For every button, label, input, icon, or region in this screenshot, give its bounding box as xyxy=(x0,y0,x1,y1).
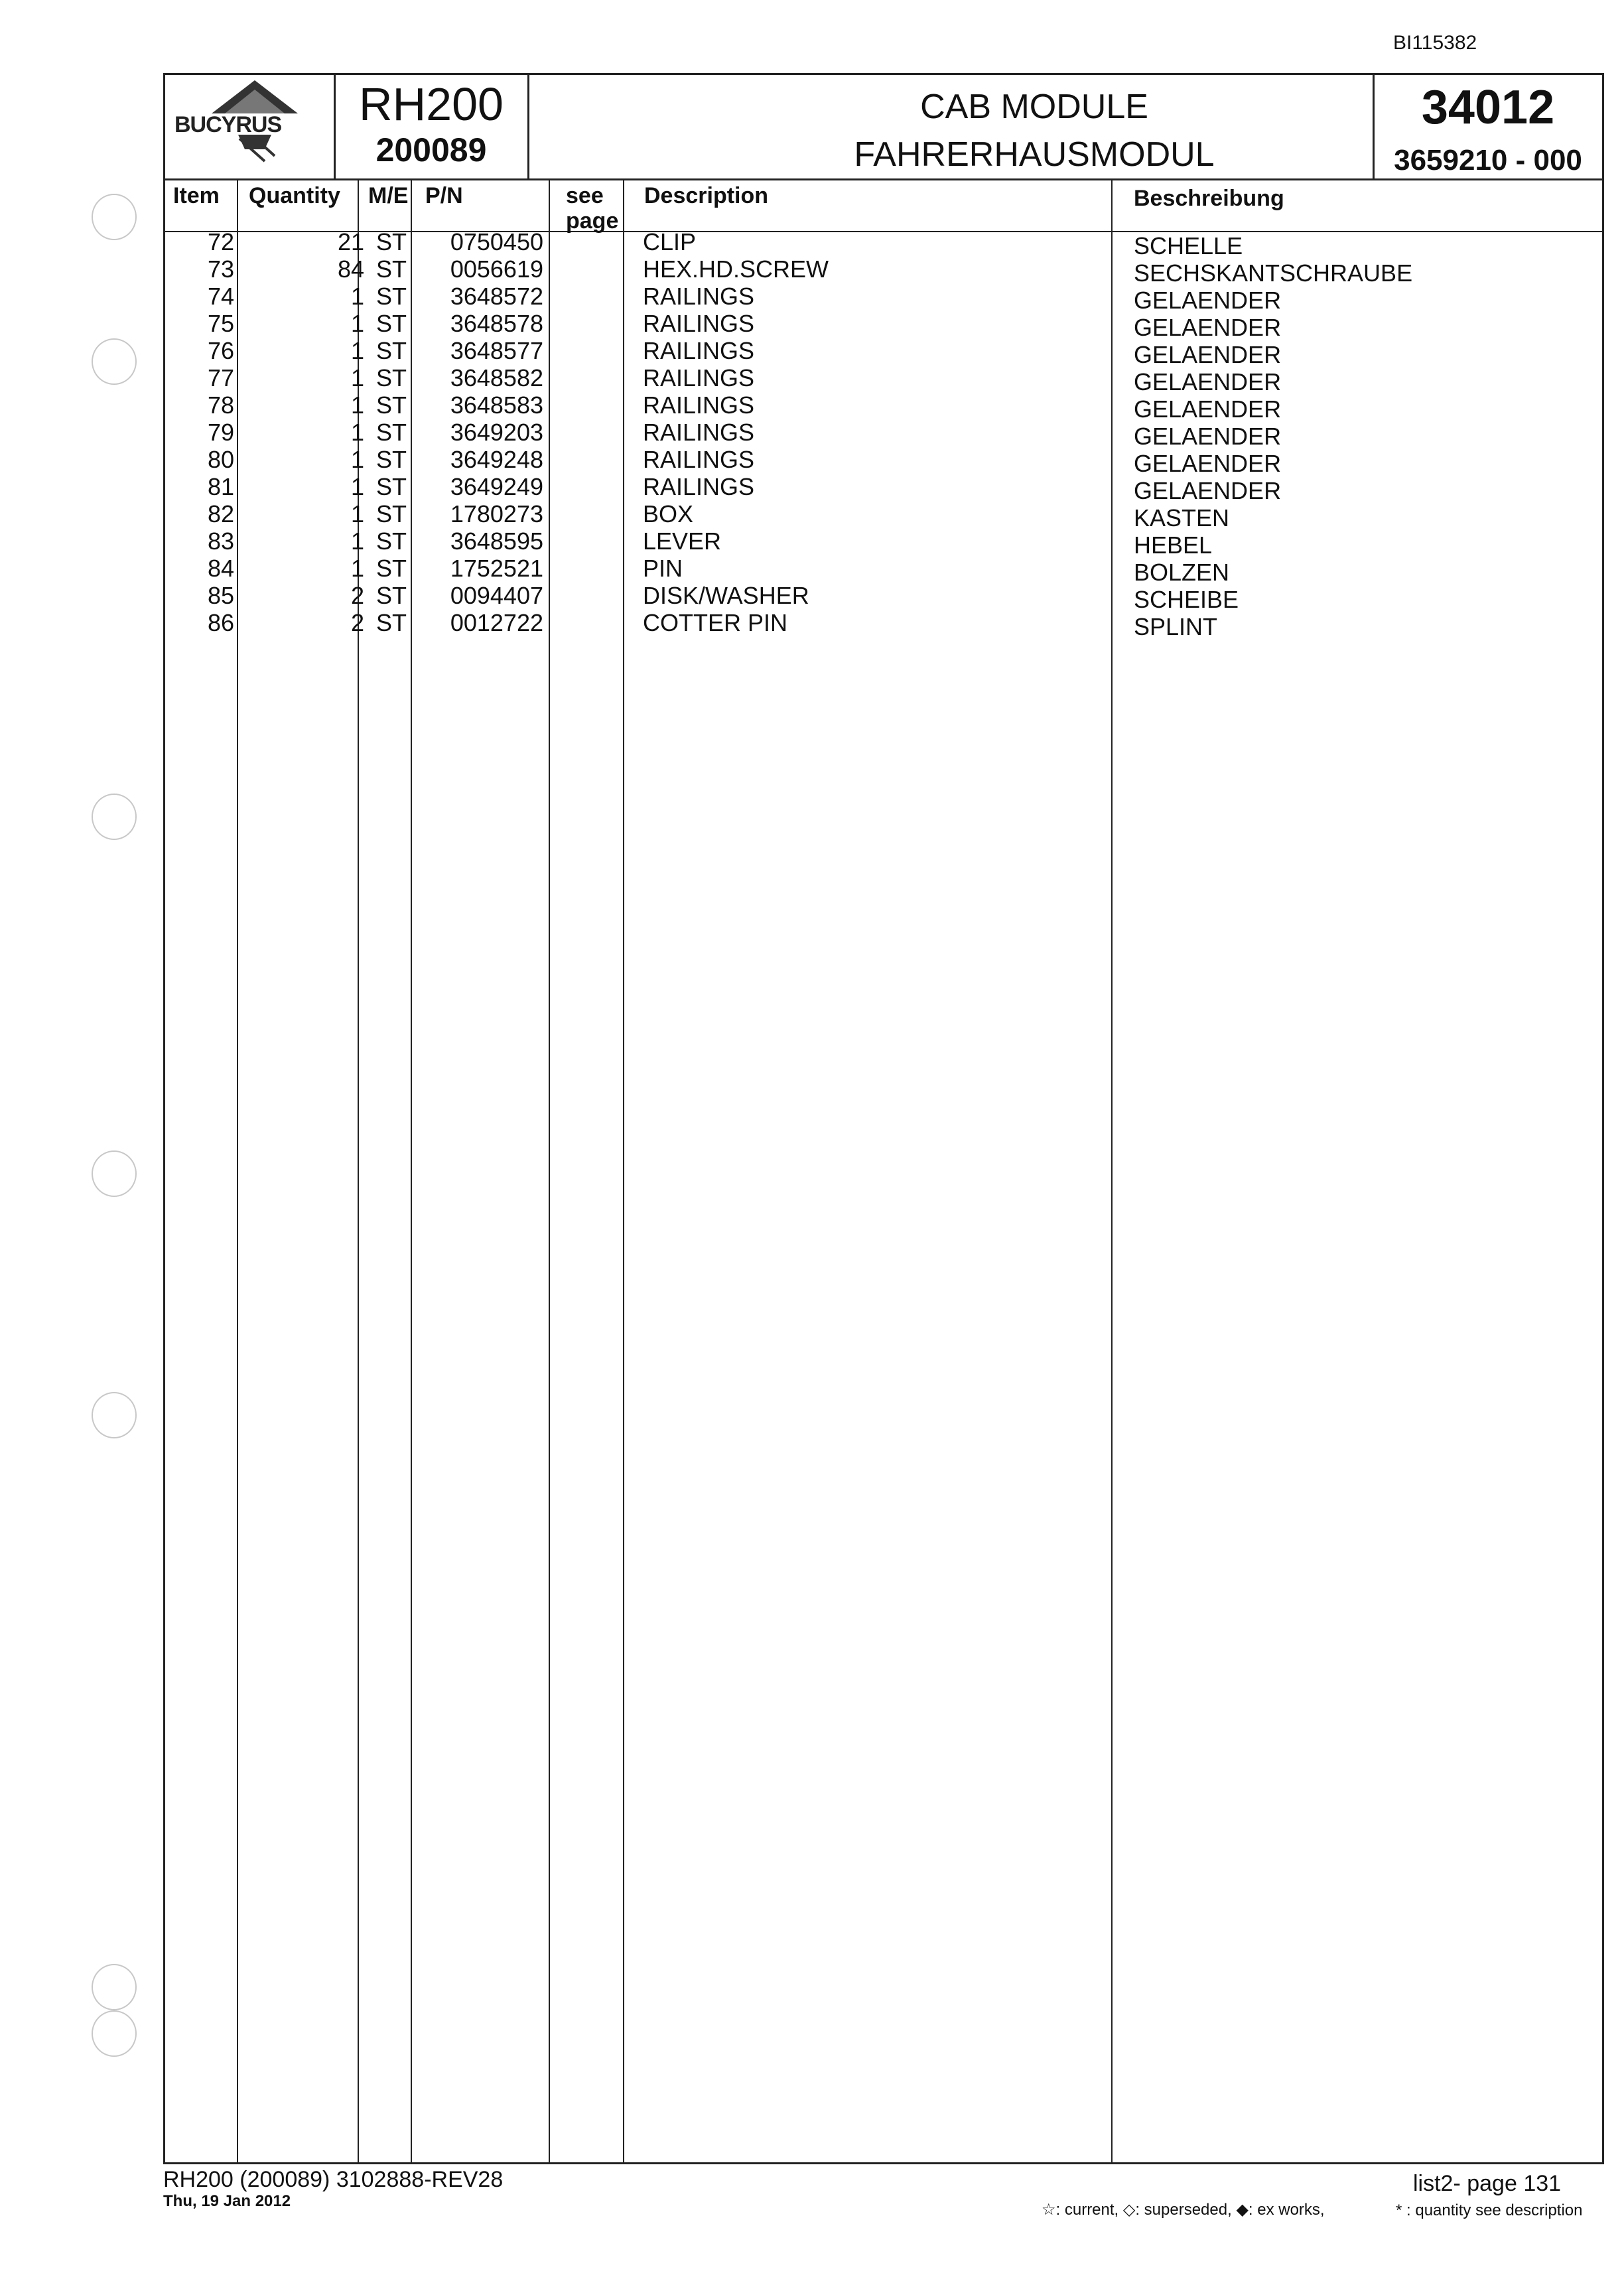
description: RAILINGS xyxy=(643,473,755,500)
part-number: 3648582 xyxy=(450,364,543,391)
parts-table xyxy=(163,180,1604,2164)
unit: ST xyxy=(376,473,407,500)
table-row xyxy=(165,283,1602,314)
table-row xyxy=(165,364,1602,395)
unit: ST xyxy=(376,310,407,337)
unit: ST xyxy=(376,391,407,419)
description: DISK/WASHER xyxy=(643,582,809,609)
document-id: BI115382 xyxy=(1393,32,1477,54)
assembly-part-number: 3659210 - 000 xyxy=(1394,144,1582,176)
table-row xyxy=(165,419,1602,450)
group-number: 34012 xyxy=(1421,81,1555,134)
table-row xyxy=(165,582,1602,613)
quantity: 1 xyxy=(350,310,364,337)
column-header-description: Description xyxy=(644,183,769,208)
logo-text: BUCYRUS xyxy=(174,112,282,137)
description: RAILINGS xyxy=(643,446,755,473)
item-number: 72 xyxy=(207,228,234,255)
table-row xyxy=(165,446,1602,477)
unit: ST xyxy=(376,609,407,636)
column-header-quantity: Quantity xyxy=(249,183,340,208)
unit: ST xyxy=(376,446,407,473)
part-number: 0750450 xyxy=(450,228,543,255)
column-header-pn: P/N xyxy=(425,183,463,208)
item-number: 83 xyxy=(207,527,234,555)
description: RAILINGS xyxy=(643,391,755,419)
column-header-item: Item xyxy=(173,183,220,208)
part-number: 0056619 xyxy=(450,255,543,283)
unit: ST xyxy=(376,419,407,446)
item-number: 75 xyxy=(207,310,234,337)
table-row xyxy=(165,391,1602,423)
part-number: 3649248 xyxy=(450,446,543,473)
quantity: 1 xyxy=(350,364,364,391)
part-number: 0094407 xyxy=(450,582,543,609)
beschreibung: GELAENDER xyxy=(1134,368,1282,395)
beschreibung: GELAENDER xyxy=(1134,450,1282,477)
symbol-legend: ☆: current, ◇: superseded, ◆: ex works, xyxy=(1042,2201,1325,2219)
description: RAILINGS xyxy=(643,364,755,391)
column-header-see: see xyxy=(566,183,604,208)
column-header-beschreibung: Beschreibung xyxy=(1134,186,1284,211)
description: PIN xyxy=(643,555,683,582)
unit: ST xyxy=(376,500,407,527)
beschreibung: GELAENDER xyxy=(1134,287,1282,314)
quantity: 2 xyxy=(350,609,364,636)
quantity: 2 xyxy=(350,582,364,609)
table-row xyxy=(165,337,1602,368)
item-number: 84 xyxy=(207,555,234,582)
quantity: 84 xyxy=(337,255,364,283)
unit: ST xyxy=(376,255,407,283)
description: RAILINGS xyxy=(643,283,755,310)
part-number: 0012722 xyxy=(450,609,543,636)
part-number: 3648577 xyxy=(450,337,543,364)
beschreibung: SPLINT xyxy=(1134,613,1218,640)
footer-reference: RH200 (200089) 3102888-REV28 xyxy=(163,2167,504,2192)
quantity: 1 xyxy=(350,337,364,364)
column-header-page: page xyxy=(566,208,619,234)
page-number: list2- page 131 xyxy=(1413,2171,1562,2196)
item-number: 78 xyxy=(207,391,234,419)
item-number: 86 xyxy=(207,609,234,636)
quantity: 1 xyxy=(350,391,364,419)
description: HEX.HD.SCREW xyxy=(643,255,829,283)
binder-hole xyxy=(92,2010,137,2057)
unit: ST xyxy=(376,364,407,391)
table-row xyxy=(165,473,1602,504)
table-row xyxy=(165,500,1602,531)
unit: ST xyxy=(376,582,407,609)
binder-hole xyxy=(92,1392,137,1438)
unit: ST xyxy=(376,337,407,364)
binder-hole xyxy=(92,794,137,840)
description: CLIP xyxy=(643,228,697,255)
part-number: 3648595 xyxy=(450,527,543,555)
model-number: RH200 xyxy=(359,78,504,130)
column-header-me: M/E xyxy=(368,183,409,208)
binder-hole xyxy=(92,194,137,240)
item-number: 79 xyxy=(207,419,234,446)
beschreibung: GELAENDER xyxy=(1134,314,1282,341)
quantity: 1 xyxy=(350,473,364,500)
table-row xyxy=(165,609,1602,640)
page-header xyxy=(163,73,1604,180)
binder-hole xyxy=(92,338,137,385)
unit: ST xyxy=(376,283,407,310)
quantity-legend: * : quantity see description xyxy=(1396,2201,1583,2219)
serial-number: 200089 xyxy=(375,131,487,169)
table-row xyxy=(165,527,1602,559)
brand-logo xyxy=(165,75,334,178)
title-english: CAB MODULE xyxy=(920,88,1148,126)
beschreibung: BOLZEN xyxy=(1134,559,1230,586)
unit: ST xyxy=(376,527,407,555)
beschreibung: GELAENDER xyxy=(1134,341,1282,368)
description: LEVER xyxy=(643,527,722,555)
quantity: 1 xyxy=(350,446,364,473)
item-number: 81 xyxy=(207,473,234,500)
item-number: 74 xyxy=(207,283,234,310)
quantity: 21 xyxy=(337,228,364,255)
table-row xyxy=(165,255,1602,287)
item-number: 80 xyxy=(207,446,234,473)
part-number: 1780273 xyxy=(450,500,543,527)
description: COTTER PIN xyxy=(643,609,788,636)
beschreibung: SCHEIBE xyxy=(1134,586,1239,613)
part-number: 3648572 xyxy=(450,283,543,310)
part-number: 3649249 xyxy=(450,473,543,500)
table-row xyxy=(165,228,1602,259)
description: BOX xyxy=(643,500,694,527)
beschreibung: HEBEL xyxy=(1134,531,1213,559)
part-number: 1752521 xyxy=(450,555,543,582)
part-number: 3648578 xyxy=(450,310,543,337)
part-number: 3648583 xyxy=(450,391,543,419)
quantity: 1 xyxy=(350,527,364,555)
description: RAILINGS xyxy=(643,419,755,446)
quantity: 1 xyxy=(350,419,364,446)
item-number: 76 xyxy=(207,337,234,364)
binder-hole xyxy=(92,1150,137,1197)
beschreibung: KASTEN xyxy=(1134,504,1230,531)
footer-date: Thu, 19 Jan 2012 xyxy=(163,2192,291,2210)
item-number: 77 xyxy=(207,364,234,391)
description: RAILINGS xyxy=(643,337,755,364)
quantity: 1 xyxy=(350,500,364,527)
beschreibung: GELAENDER xyxy=(1134,423,1282,450)
beschreibung: SECHSKANTSCHRAUBE xyxy=(1134,259,1413,287)
binder-hole xyxy=(92,1964,137,2010)
table-row xyxy=(165,310,1602,341)
item-number: 82 xyxy=(207,500,234,527)
description: RAILINGS xyxy=(643,310,755,337)
unit: ST xyxy=(376,228,407,255)
item-number: 85 xyxy=(207,582,234,609)
beschreibung: SCHELLE xyxy=(1134,232,1243,259)
beschreibung: GELAENDER xyxy=(1134,395,1282,423)
part-number: 3649203 xyxy=(450,419,543,446)
item-number: 73 xyxy=(207,255,234,283)
title-german: FAHRERHAUSMODUL xyxy=(854,135,1215,174)
table-row xyxy=(165,555,1602,586)
unit: ST xyxy=(376,555,407,582)
quantity: 1 xyxy=(350,555,364,582)
beschreibung: GELAENDER xyxy=(1134,477,1282,504)
quantity: 1 xyxy=(350,283,364,310)
